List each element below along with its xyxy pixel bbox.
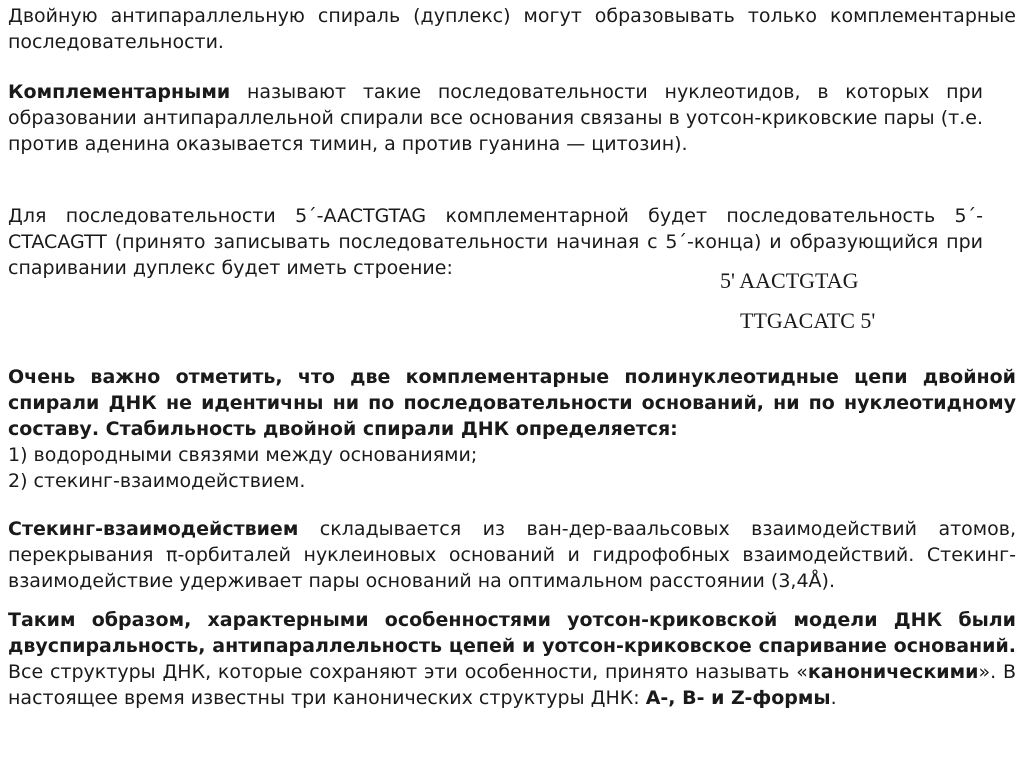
stacking-text: складывается из ван-дер-ваальсовых взаимодействий атомов, перекрывания π-орбиталей нуклеиновых оснований и гидрофобных взаимодействий. Стекинг-взаимодействие удерживает пары оснований на оптимальном расстоянии (3,4Å). (8, 518, 1016, 592)
conclusion-text-2: ». В настоящее время известны три канонических структуры ДНК: (8, 661, 1016, 709)
stacking-paragraph (8, 516, 1016, 594)
intro-text: Двойную антипараллельную спираль (дуплекс) могут образовывать только комплементарные последовательности. (8, 5, 1016, 53)
conclusion-text-3: . (830, 687, 837, 709)
stacking-term: Стекинг-взаимодействием (8, 518, 299, 540)
stability-factor-2: 2) стекинг-взаимодействием. (8, 470, 306, 492)
stability-factor-1: 1) водородными связями между основаниями; (8, 444, 478, 466)
duplex-strand-top: 5' AACTGTAG (720, 268, 859, 293)
definition-term: Комплементарными (8, 81, 231, 103)
definition-text: называют такие последовательности нуклеотидов, в которых при образовании антипараллельной спирали все основания связаны в уотсон-криковские пары (т.е. против аденина оказывается тимин, а против гуанина — цитозин). (8, 81, 983, 155)
important-statement: Очень важно отметить, что две комплементарные полинуклеотидные цепи двойной спирали ДНК не идентичны ни по последовательности оснований, ни по нуклеотидному составу. Стабильность двойной спирали ДНК определяется: (8, 366, 1016, 440)
conclusion-text-1: Все структуры ДНК, которые сохраняют эти особенности, принято называть « (8, 661, 808, 683)
intro-paragraph (8, 3, 1016, 55)
example-text: Для последовательности 5´-AACTGTAG комплементарной будет последовательность 5´-CTACAGTT (принято записывать последовательности начиная с 5´-конца) и образующийся при спаривании дуплекс будет иметь строение: (8, 205, 983, 279)
duplex-strand-bottom: TTGACATC 5' (740, 308, 876, 333)
conclusion-statement: Таким образом, характерными особенностями уотсон-криковской модели ДНК были двуспиральность, антипараллельность цепей и уотсон-криковское спаривание оснований. (8, 609, 1016, 657)
canonical-term: каноническими (807, 661, 979, 683)
important-paragraph (8, 364, 1016, 494)
conclusion-paragraph (8, 607, 1016, 711)
dna-forms: А-, В- и Z-формы (645, 687, 831, 709)
definition-paragraph (8, 79, 983, 157)
